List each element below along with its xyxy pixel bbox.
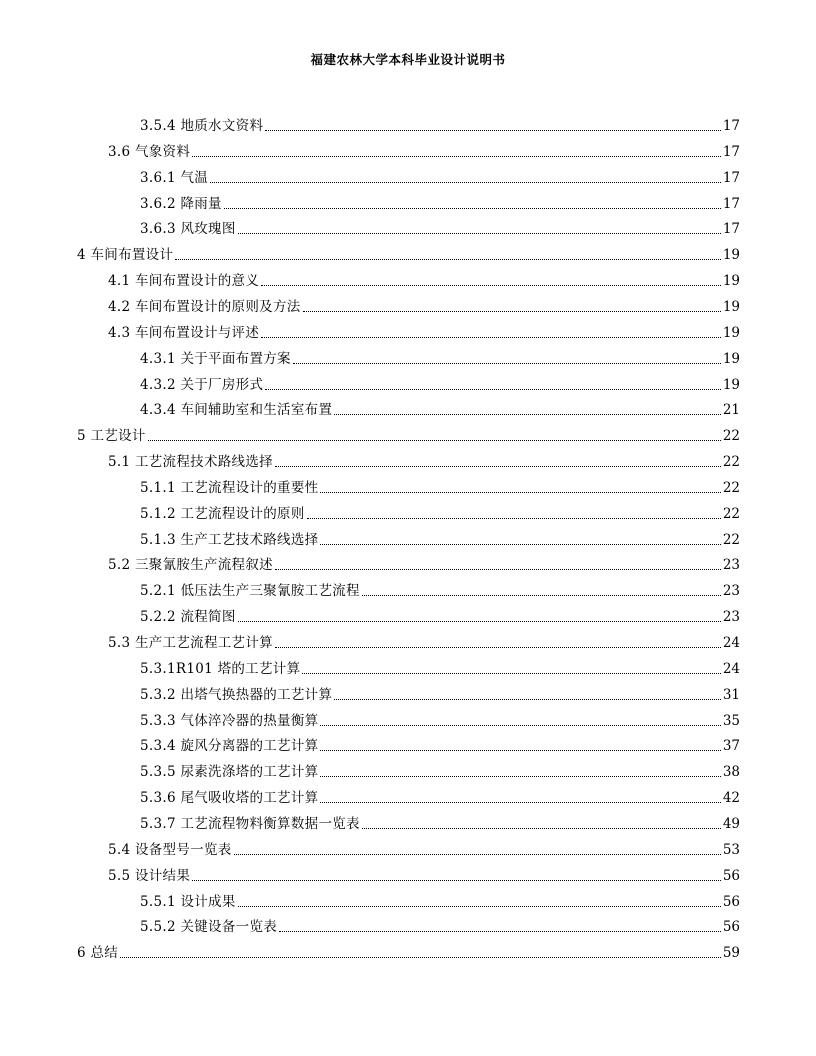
toc-entry[interactable] (140, 396, 740, 418)
toc-entry-title: 5.3.3 气体淬冷器的热量衡算 (140, 712, 319, 729)
toc-entry[interactable] (108, 629, 740, 651)
toc-dot-leader (320, 750, 720, 751)
toc-page-number: 19 (722, 376, 740, 393)
toc-entry[interactable] (140, 164, 740, 186)
toc-entry-title: 4.3.4 车间辅助室和生活室布置 (140, 402, 333, 419)
toc-dot-leader (238, 621, 721, 622)
toc-entry-title: 5.3.7 工艺流程物料衡算数据一览表 (140, 815, 360, 832)
toc-entry[interactable] (108, 862, 740, 884)
toc-dot-leader (334, 414, 721, 415)
toc-dot-leader (224, 208, 721, 209)
toc-entry[interactable] (140, 500, 740, 522)
toc-entry-title: 5.3.5 尿素洗涤塔的工艺计算 (140, 764, 319, 781)
toc-entry-title: 5.3.1R101 塔的工艺计算 (140, 660, 301, 677)
toc-page-number: 37 (722, 738, 740, 755)
toc-page-number: 22 (722, 454, 740, 471)
toc-entry[interactable] (77, 241, 740, 263)
toc-page-number: 17 (722, 118, 740, 134)
toc-entry[interactable] (108, 448, 740, 470)
toc-entry-title: 5.5.2 关键设备一览表 (140, 919, 278, 936)
toc-dot-leader (210, 182, 721, 183)
toc-dot-leader (320, 544, 720, 545)
toc-entry-title: 5.2.1 低压法生产三聚氰胺工艺流程 (140, 583, 360, 600)
toc-dot-leader (275, 569, 721, 570)
toc-page-number: 42 (722, 790, 740, 807)
toc-entry[interactable] (140, 707, 740, 729)
toc-page-number: 19 (722, 350, 740, 367)
toc-page-number: 17 (722, 169, 740, 186)
toc-entry-title: 6 总结 (77, 945, 119, 962)
toc-entry[interactable] (140, 758, 740, 780)
toc-dot-leader (261, 285, 721, 286)
toc-entry-title: 5.5 设计结果 (108, 867, 191, 884)
toc-page-number: 49 (722, 815, 740, 832)
toc-entry[interactable] (77, 422, 740, 444)
toc-entry-title: 3.6.1 气温 (140, 169, 209, 186)
toc-page-number: 19 (722, 298, 740, 315)
toc-page-number: 17 (722, 221, 740, 238)
toc-dot-leader (175, 259, 721, 260)
toc-entry[interactable] (140, 112, 740, 134)
toc-entry[interactable] (108, 138, 740, 160)
toc-entry[interactable] (140, 577, 740, 599)
toc-dot-leader (293, 363, 721, 364)
toc-dot-leader (320, 492, 720, 493)
toc-page-number: 56 (722, 867, 740, 884)
toc-entry-title: 5.1 工艺流程技术路线选择 (108, 454, 273, 471)
toc-dot-leader (362, 828, 721, 829)
toc-entry[interactable] (140, 345, 740, 367)
toc-entry-title: 5.5.1 设计成果 (140, 893, 236, 910)
toc-entry[interactable] (140, 215, 740, 237)
toc-dot-leader (265, 389, 721, 390)
toc-dot-leader (265, 130, 721, 131)
toc-page-number: 17 (722, 143, 740, 160)
toc-entry-title: 5.1.3 生产工艺技术路线选择 (140, 531, 319, 548)
toc-page-number: 22 (722, 428, 740, 445)
toc-entry[interactable] (140, 888, 740, 910)
toc-page-number: 38 (722, 764, 740, 781)
toc-entry[interactable] (140, 371, 740, 393)
toc-dot-leader (275, 647, 721, 648)
toc-page-number: 19 (722, 247, 740, 264)
toc-entry-title: 5.2.2 流程简图 (140, 609, 236, 626)
toc-dot-leader (362, 595, 721, 596)
toc-entry-title: 3.6.3 风玫瑰图 (140, 221, 236, 238)
toc-page-number: 19 (722, 324, 740, 341)
toc-dot-leader (148, 440, 721, 441)
toc-entry-title: 4.3.1 关于平面布置方案 (140, 350, 291, 367)
toc-entry-title: 3.5.4 地质水文资料 (140, 118, 264, 134)
toc-entry[interactable] (140, 603, 740, 625)
page-header: 福建农林大学本科毕业设计说明书 (310, 52, 506, 67)
toc-dot-leader (334, 699, 721, 700)
toc-entry[interactable] (108, 551, 740, 573)
toc-entry-title: 4 车间布置设计 (77, 247, 174, 264)
toc-entry[interactable] (140, 784, 740, 806)
toc-page-number: 24 (722, 660, 740, 677)
toc-entry-title: 5.2 三聚氰胺生产流程叙述 (108, 557, 273, 574)
toc-entry[interactable] (140, 810, 740, 832)
toc-dot-leader (192, 880, 721, 881)
toc-entry[interactable] (140, 655, 740, 677)
toc-entry[interactable] (140, 732, 740, 754)
toc-entry-title: 3.6.2 降雨量 (140, 195, 222, 212)
toc-page-number: 31 (722, 686, 740, 703)
toc-entry-title: 4.1 车间布置设计的意义 (108, 273, 260, 290)
toc-dot-leader (238, 906, 721, 907)
toc-entry[interactable] (140, 190, 740, 212)
toc-page-number: 56 (722, 893, 740, 910)
toc-page-number: 53 (722, 841, 740, 858)
toc-dot-leader (320, 725, 720, 726)
toc-entry-title: 5.3.4 旋风分离器的工艺计算 (140, 738, 319, 755)
toc-entry[interactable] (140, 526, 740, 548)
toc-page-number: 22 (722, 505, 740, 522)
toc-page-number: 35 (722, 712, 740, 729)
toc-page-number: 17 (722, 195, 740, 212)
toc-entry[interactable] (108, 293, 740, 315)
toc-entry-title: 5.1.1 工艺流程设计的重要性 (140, 479, 319, 496)
toc-page-number: 19 (722, 273, 740, 290)
toc-page-number: 23 (722, 609, 740, 626)
toc-entry-title: 5.4 设备型号一览表 (108, 841, 232, 858)
toc-dot-leader (234, 854, 721, 855)
toc-dot-leader (320, 802, 720, 803)
toc-entry[interactable] (108, 319, 740, 341)
toc-entry[interactable] (140, 474, 740, 496)
toc-page-number: 22 (722, 479, 740, 496)
toc-entry-title: 4.2 车间布置设计的原则及方法 (108, 298, 301, 315)
toc-page-number: 22 (722, 531, 740, 548)
toc-dot-leader (307, 518, 721, 519)
toc-dot-leader (302, 673, 720, 674)
toc-dot-leader (279, 931, 721, 932)
toc-dot-leader (320, 776, 720, 777)
toc-dot-leader (303, 311, 721, 312)
toc-page-number: 23 (722, 583, 740, 600)
toc-entry-title: 5.3.2 出塔气换热器的工艺计算 (140, 686, 333, 703)
toc-entry-title: 5 工艺设计 (77, 428, 146, 445)
toc-entry-title: 5.3 生产工艺流程工艺计算 (108, 635, 273, 651)
toc-entry-title: 3.6 气象资料 (108, 143, 191, 160)
toc-page-number: 21 (722, 402, 740, 419)
toc-entry[interactable] (140, 681, 740, 703)
toc-page-number: 59 (722, 945, 740, 962)
toc-page-number: 56 (722, 919, 740, 936)
toc-entry[interactable] (108, 267, 740, 289)
toc-dot-leader (120, 957, 721, 958)
toc-entry[interactable] (77, 939, 740, 961)
toc-page-number: 23 (722, 557, 740, 574)
toc-entry-title: 4.3 车间布置设计与评述 (108, 324, 260, 341)
toc-entry[interactable] (140, 913, 740, 935)
toc-dot-leader (275, 466, 721, 467)
toc-dot-leader (192, 156, 721, 157)
toc-entry[interactable] (108, 836, 740, 858)
toc-page-number: 24 (722, 635, 740, 651)
toc-dot-leader (238, 233, 721, 234)
toc-entry-title: 4.3.2 关于厂房形式 (140, 376, 264, 393)
toc-entry-title: 5.1.2 工艺流程设计的原则 (140, 505, 305, 522)
toc-entry-title: 5.3.6 尾气吸收塔的工艺计算 (140, 790, 319, 807)
toc-dot-leader (261, 337, 721, 338)
